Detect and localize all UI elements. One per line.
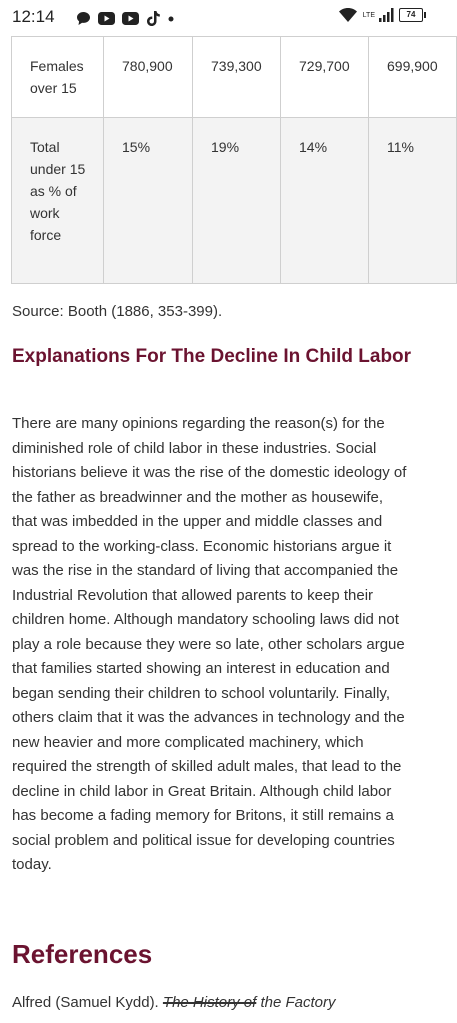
- system-icons: [339, 8, 423, 22]
- labor-table: [11, 36, 457, 284]
- youtube-icon: [98, 12, 115, 25]
- chat-icon: [76, 11, 91, 26]
- reference-item: [12, 994, 452, 1011]
- battery-icon: 74: [399, 8, 423, 22]
- notification-icons: [76, 10, 174, 27]
- table-cell: 14%: [281, 118, 369, 284]
- table-cell: 15%: [104, 118, 193, 284]
- table-cell: 780,900: [104, 37, 193, 118]
- wifi-icon: [339, 8, 357, 22]
- status-bar: [0, 0, 457, 36]
- reference-link[interactable]: The History of: [162, 994, 257, 1011]
- table-cell: 19%: [193, 118, 281, 284]
- signal-icon: [379, 8, 395, 22]
- row-label: Total under 15 as % of work force: [12, 118, 104, 284]
- status-time: 12:14: [12, 7, 55, 26]
- reference-author: Alfred (Samuel Kydd).: [12, 994, 159, 1011]
- network-type: LTE: [362, 11, 375, 19]
- body-paragraph: There are many opinions regarding the reason(s) for the diminished role of child labor in these industries. Social historians believe it was the rise of the domestic ideology of the father as breadwinner and the mother as housewife, that was imbedded in the upper and middle classes and spread to the working-class. Economic historians argue it was the rise in the standard of living that accompanied the Industrial Revolution that allowed parents to keep their children home. Although mandatory schooling laws did not play a role because they were so late, other scholars argue that families started showing an interest in education and began sending their children to school voluntarily. Finally, others claim that it was the advances in technology and the new heavier and more complicated machinery, which required the strength of skilled adult males, that lead to the decline in child labor in Great Britain. Although child labor has become a fading memory for Britons, it still remains a social problem and political issue for developing countries today.: [12, 415, 407, 873]
- table-cell: 11%: [369, 118, 457, 284]
- table-source: Source: Booth (1886, 353-399).: [12, 303, 223, 320]
- table-row: [12, 118, 457, 284]
- table-cell: 699,900: [369, 37, 457, 118]
- table-cell: 729,700: [281, 37, 369, 118]
- dot-icon: [168, 16, 174, 22]
- references-heading: References: [12, 939, 153, 969]
- section-heading: Explanations For The Decline In Child Labor: [12, 346, 412, 367]
- reference-title: the Factory: [256, 994, 336, 1011]
- table-row: [12, 37, 457, 118]
- table-cell: 739,300: [193, 37, 281, 118]
- row-label: Females over 15: [12, 37, 104, 118]
- youtube-icon: [122, 12, 139, 25]
- tiktok-icon: [146, 10, 161, 27]
